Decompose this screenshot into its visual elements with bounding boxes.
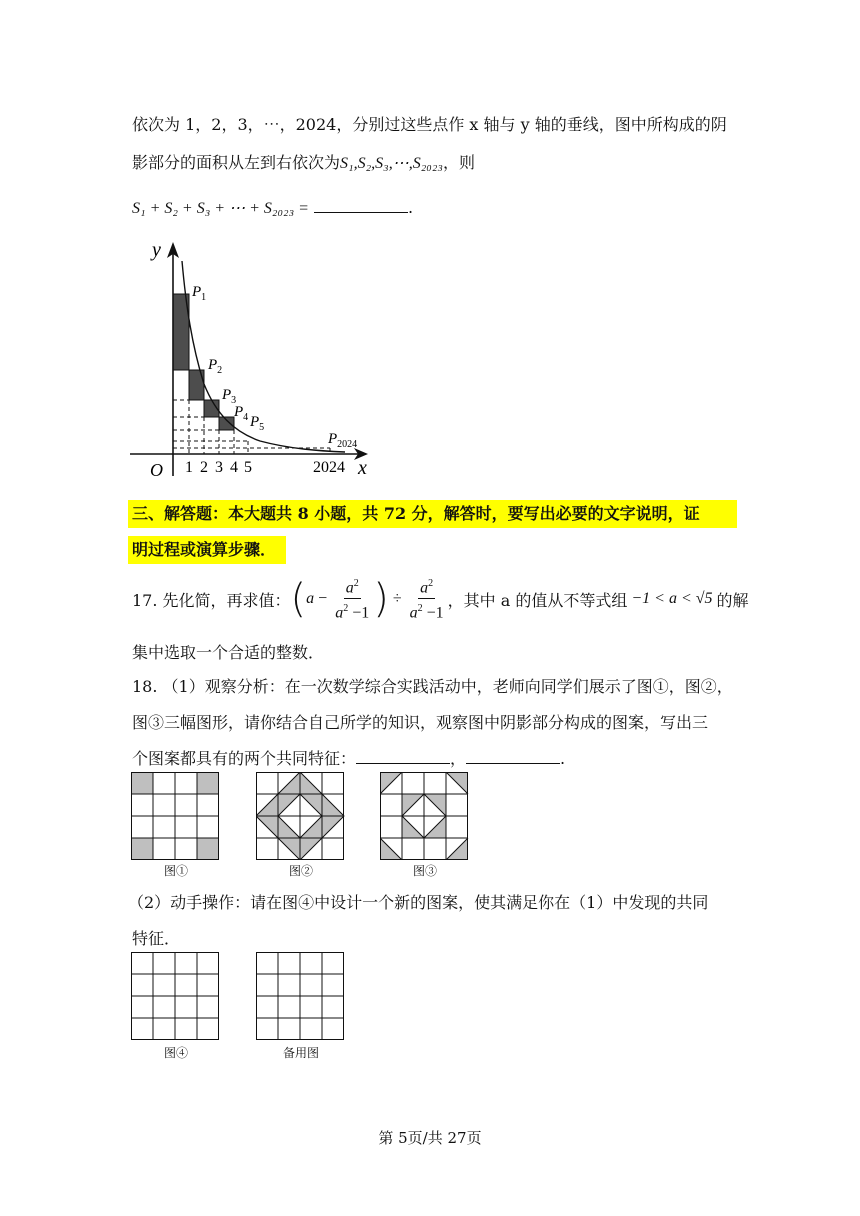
figure-2-grid	[256, 772, 346, 860]
tick-2024: 2024	[313, 459, 345, 476]
answer-blank-q18-b[interactable]	[466, 763, 560, 764]
caption-figure-1: 图①	[163, 864, 188, 878]
sum-expression: S₁ + S₂ + S₃ + ⋯ + S₂₀₂₃ =	[132, 200, 309, 217]
figure-3-grid	[380, 772, 470, 860]
q16-text-line1: 依次为 1，2，3，⋯，2024，分别过这些点作 x 轴与 y 轴的垂线，图中所构成的阴	[132, 115, 727, 134]
q18-line3: 个图案都具有的两个共同特征： ， .	[132, 749, 566, 768]
tick-5: 5	[244, 459, 252, 476]
point-p2024: $P_{2024}$	[328, 431, 358, 450]
figure-4-blank-grid[interactable]	[131, 952, 221, 1040]
page-footer: 第 5页/共 27页	[378, 1129, 482, 1147]
point-p1: $P_1$	[192, 284, 207, 303]
q18-line1: 18. （1）观察分析：在一次数学综合实践活动中，老师向同学们展示了图①，图②，	[132, 677, 733, 696]
q16-text-line2: 影部分的面积从左到右依次为S₁,S₂,S₃,⋯,S₂₀₂₃，则	[132, 153, 475, 172]
q18-line2: 图③三幅图形，请你结合自己所学的知识，观察图中阴影部分构成的图案，写出三	[132, 713, 709, 732]
inequality-system: −1 < a < √5	[631, 590, 713, 607]
point-p3: $P_3$	[222, 387, 237, 406]
q18-part2-line1: （2）动手操作：请在图④中设计一个新的图案，使其满足你在（1）中发现的共同	[128, 893, 709, 912]
q17-line2: 集中选取一个合适的整数．	[132, 643, 325, 662]
tick-2: 2	[200, 459, 208, 476]
section-three-heading-line2: 明过程或演算步骤．	[128, 536, 286, 564]
point-p2: $P_2$	[208, 357, 223, 376]
caption-figure-4: 图④	[163, 1046, 188, 1060]
figure-1-grid	[131, 772, 221, 860]
origin-label: O	[150, 460, 163, 480]
fraction-divisor: $\frac{a^2}{a^2 -1}$	[408, 575, 446, 623]
point-p4: $P_4$	[234, 404, 249, 423]
caption-figure-2: 图②	[288, 864, 313, 878]
fraction-a2-over-a2minus1: $\frac{a^2}{a^2 -1}$	[333, 575, 371, 623]
q18-part2-line2: 特征．	[132, 929, 181, 948]
hyperbola-graph	[130, 236, 370, 486]
tick-4: 4	[230, 459, 238, 476]
caption-figure-3: 图③	[412, 864, 437, 878]
answer-blank-q16[interactable]	[314, 212, 408, 213]
spare-blank-grid[interactable]	[256, 952, 346, 1040]
tick-1: 1	[185, 459, 193, 476]
x-axis-label: x	[358, 457, 367, 479]
area-sequence: S₁,S₂,S₃,⋯,S₂₀₂₃	[340, 155, 443, 172]
y-axis-label: y	[152, 239, 161, 261]
answer-blank-q18-a[interactable]	[356, 763, 450, 764]
caption-spare-figure: 备用图	[282, 1046, 319, 1060]
point-p5: $P_5$	[250, 414, 265, 433]
section-three-heading-line1: 三、解答题：本大题共 8 小题，共 72 分，解答时，要写出必要的文字说明，证	[128, 500, 737, 528]
tick-3: 3	[215, 459, 223, 476]
q16-text-line3: S₁ + S₂ + S₃ + ⋯ + S₂₀₂₃ = .	[132, 198, 414, 217]
q17-line1: 17. 先化简，再求值： ( a − $\frac{a^2}{a^2 -1}$ ) ÷ $\frac{a^2}{a^2 -1}$ ，其中 a 的值从不等式组 −1 < a < √5 的解	[132, 576, 749, 622]
